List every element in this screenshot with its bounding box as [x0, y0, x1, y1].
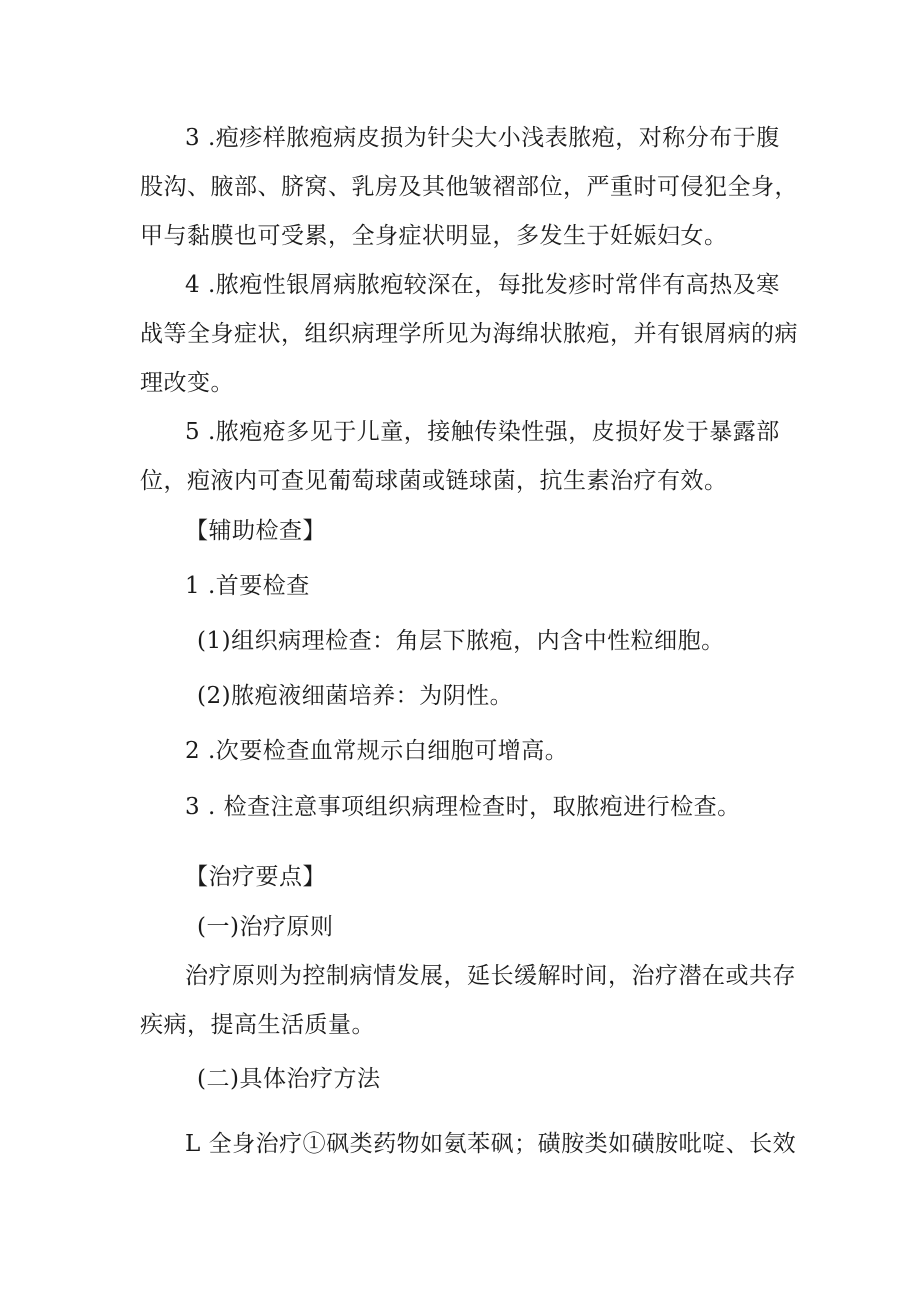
- paragraph-4-line-3: 理改变。: [140, 370, 234, 396]
- aux-exam-item-1: 1 .首要检查: [185, 573, 310, 599]
- paragraph-5-line-2: 位，疱液内可查见葡萄球菌或链球菌，抗生素治疗有效。: [140, 468, 728, 494]
- aux-exam-item-1a: (1)组织病理检查：角层下脓疱，内含中性粒细胞。: [197, 628, 725, 654]
- treatment-principle-line-1: 治疗原则为控制病情发展，延长缓解时间，治疗潜在或共存: [185, 963, 796, 989]
- paragraph-3-line-3: 甲与黏膜也可受累，全身症状明显，多发生于妊娠妇女。: [140, 223, 728, 249]
- section-heading-aux-exam: 【辅助检查】: [185, 518, 326, 544]
- aux-exam-item-1b: (2)脓疱液细菌培养：为阴性。: [197, 683, 514, 709]
- paragraph-4-line-2: 战等全身症状，组织病理学所见为海绵状脓疱，并有银屑病的病: [140, 321, 798, 347]
- section-heading-treatment: 【治疗要点】: [185, 864, 326, 890]
- paragraph-4-line-1: 4 .脓疱性银屑病脓疱较深在，每批发疹时常伴有高热及寒: [185, 272, 780, 298]
- treatment-method-line-1: L 全身治疗①砜类药物如氨苯砜；磺胺类如磺胺吡啶、长效: [185, 1131, 797, 1157]
- paragraph-5-line-1: 5 .脓疱疮多见于儿童，接触传染性强，皮损好发于暴露部: [185, 419, 780, 445]
- treatment-method-heading: (二)具体治疗方法: [197, 1066, 381, 1092]
- paragraph-3-line-1: 3 .疱疹样脓疱病皮损为针尖大小浅表脓疱，对称分布于腹: [185, 125, 780, 151]
- treatment-principle-line-2: 疾病，提高生活质量。: [140, 1012, 375, 1038]
- paragraph-3-line-2: 股沟、腋部、脐窝、乳房及其他皱褶部位，严重时可侵犯全身，: [140, 174, 798, 200]
- treatment-principle-heading: (一)治疗原则: [197, 914, 334, 940]
- aux-exam-item-2: 2 .次要检查血常规示白细胞可增高。: [185, 738, 569, 764]
- aux-exam-item-3: 3 . 检查注意事项组织病理检查时，取脓疱进行检查。: [185, 794, 741, 820]
